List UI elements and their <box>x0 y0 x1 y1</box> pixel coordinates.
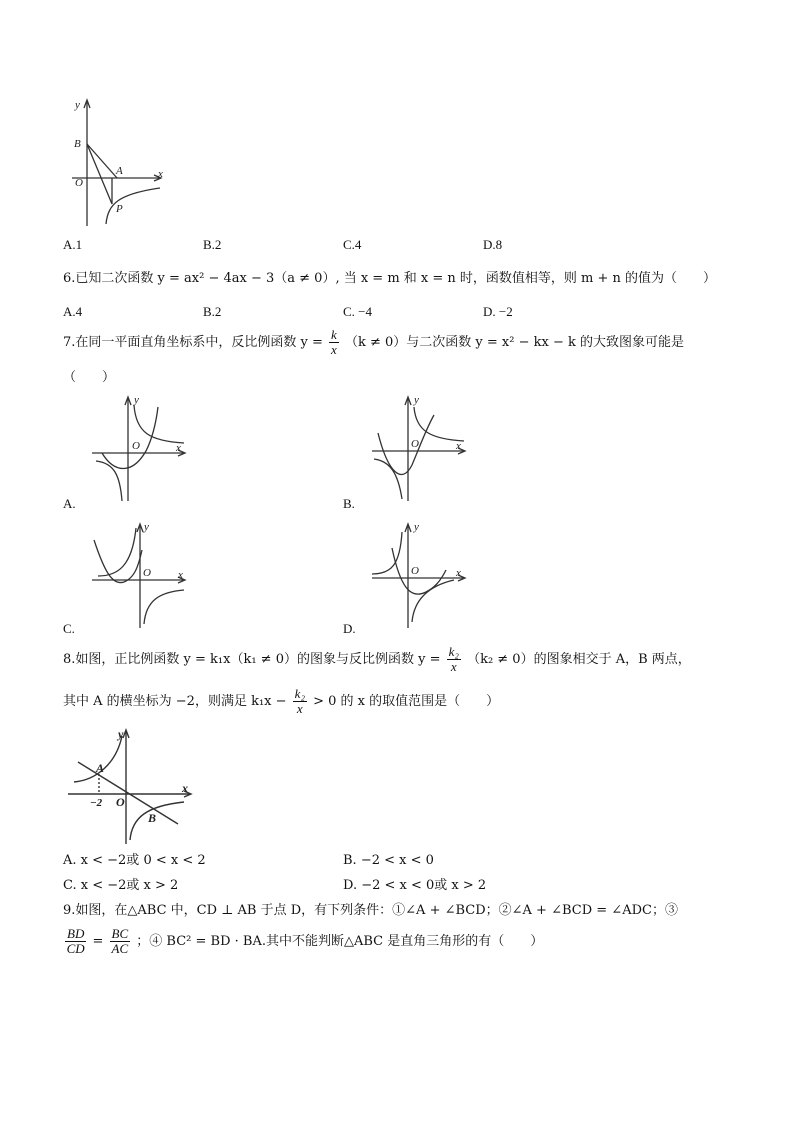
q7-frac-den: x <box>331 342 337 357</box>
q5-label-b: B <box>74 138 81 150</box>
q7-stem-pre: 7.在同一平面直角坐标系中，反比例函数 y = <box>63 335 323 350</box>
q8-label-x: x <box>182 781 188 795</box>
q7a-label-x: x <box>176 442 181 454</box>
q5-label-x: x <box>158 168 163 180</box>
q8-option-a: A. x < −2或 0 < x < 2 <box>63 853 206 868</box>
q9-frac2-num: BC <box>111 926 129 941</box>
q7-option-a: A. <box>63 496 76 511</box>
q7-graph-b <box>368 393 468 503</box>
q7d-label-x: x <box>456 567 461 579</box>
q6-option-c: C. −4 <box>343 304 373 319</box>
q8-fraction-1 <box>447 645 461 674</box>
q8-line2-post: > 0 的 x 的取值范围是（ ） <box>313 694 500 709</box>
q8-frac1-num: k₂ <box>448 644 459 659</box>
q5-option-c: C.4 <box>343 237 362 252</box>
q7-option-b: B. <box>343 496 355 511</box>
q5-label-o: O <box>75 177 83 189</box>
q5-option-a: A.1 <box>63 237 83 252</box>
q9-fraction-2 <box>110 927 131 956</box>
q8-option-c: C. x < −2或 x > 2 <box>63 878 179 893</box>
q8-frac2-num: k₂ <box>294 686 305 701</box>
q7-graph-c <box>88 520 188 630</box>
q8-figure <box>66 728 196 846</box>
q7b-label-x: x <box>456 440 461 452</box>
q8-option-d: D. −2 < x < 0或 x > 2 <box>343 878 487 893</box>
q8-line2 <box>63 686 499 718</box>
q7-graph-a <box>88 393 188 503</box>
q8-label-b: B <box>148 811 157 825</box>
q8-frac1-den: x <box>450 659 457 674</box>
q8-line1 <box>63 644 691 676</box>
q8-label-o: O <box>116 795 125 809</box>
q8-line1-post: （k₂ ≠ 0）的图象相交于 A，B 两点， <box>467 652 691 667</box>
q9-frac2-den: AC <box>111 941 129 956</box>
q9-equals: = <box>92 934 104 949</box>
q7b-label-o: O <box>411 438 419 450</box>
q7d-label-o: O <box>411 565 419 577</box>
q7b-label-y: y <box>414 394 419 406</box>
q6-stem: 6.已知二次函数 y = ax² − 4ax − 3（a ≠ 0）, 当 x = m 和 x = n 时，函数值相等，则 m + n 的值为（ ） <box>63 271 717 286</box>
q5-figure <box>62 98 172 228</box>
q5-label-p: P <box>116 203 123 215</box>
q9-line1: 9.如图，在△ABC 中，CD ⊥ AB 于点 D，有下列条件：①∠A + ∠BCD；②∠A + ∠BCD = ∠ADC；③ <box>63 903 678 918</box>
q7-option-c: C. <box>63 621 75 636</box>
q7d-label-y: y <box>414 521 419 533</box>
q8-option-b: B. −2 < x < 0 <box>343 853 434 868</box>
q8-label-neg2: −2 <box>90 797 103 809</box>
q6-option-b: B.2 <box>203 304 222 319</box>
q8-fraction-2 <box>293 687 307 716</box>
q8-label-y: y <box>118 727 124 741</box>
q7c-label-y: y <box>144 521 149 533</box>
q7-graph-d <box>368 520 468 630</box>
q9-frac1-num: BD <box>67 926 85 941</box>
q7-option-d: D. <box>343 621 356 636</box>
q9-fraction-1 <box>65 927 86 956</box>
q8-line1-pre: 8.如图，正比例函数 y = k₁x（k₁ ≠ 0）的图象与反比例函数 y = <box>63 652 441 667</box>
q7-frac-num: k <box>331 327 337 342</box>
q7-fraction <box>329 328 339 357</box>
q5-label-y: y <box>75 99 80 111</box>
q5-option-d: D.8 <box>483 237 503 252</box>
q9-line2 <box>63 924 543 960</box>
q7-stem <box>63 327 684 359</box>
q8-frac2-den: x <box>296 701 303 716</box>
q7a-label-y: y <box>134 394 139 406</box>
q6-option-a: A.4 <box>63 304 83 319</box>
q8-label-a: A <box>96 761 105 775</box>
q5-option-b: B.2 <box>203 237 222 252</box>
q9-line2-post: ；④ BC² = BD · BA.其中不能判断△ABC 是直角三角形的有（ ） <box>136 934 544 949</box>
q7-stem-post: （k ≠ 0）与二次函数 y = x² − kx − k 的大致图象可能是 <box>344 335 684 350</box>
q5-label-a: A <box>116 165 123 177</box>
q7a-label-o: O <box>132 440 140 452</box>
q7c-label-o: O <box>143 567 151 579</box>
q6-option-d: D. −2 <box>483 304 513 319</box>
q7-paren: （ ） <box>63 370 116 385</box>
q9-frac1-den: CD <box>66 941 85 956</box>
q7c-label-x: x <box>178 569 183 581</box>
q8-line2-pre: 其中 A 的横坐标为 −2，则满足 k₁x − <box>63 694 287 709</box>
